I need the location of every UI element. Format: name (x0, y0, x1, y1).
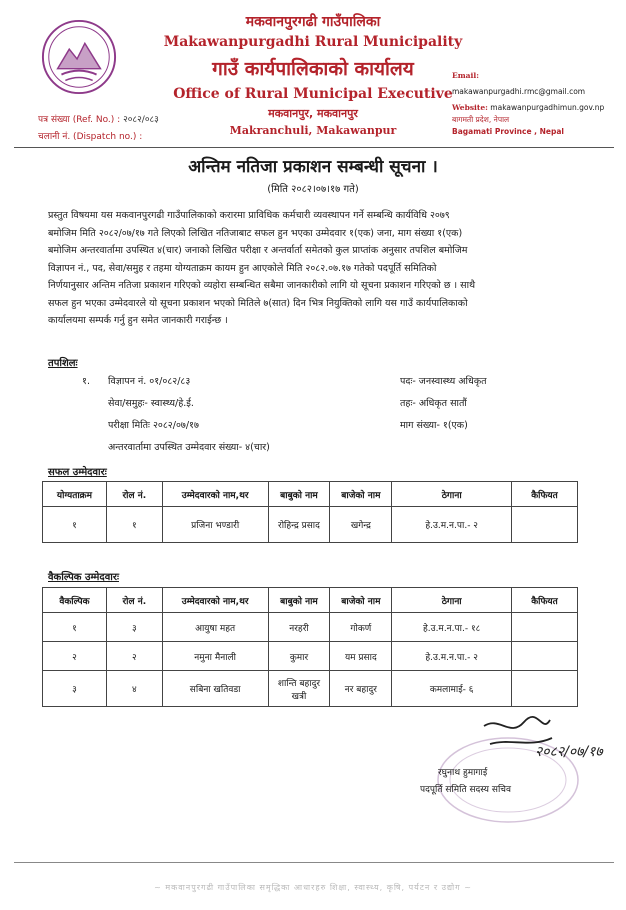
website-label: Website: (452, 103, 488, 112)
column-header: उम्मेदवारको नाम,थर (162, 588, 268, 613)
notice-title: अन्तिम नतिजा प्रकाशन सम्बन्धी सूचना । (188, 157, 438, 177)
table-cell: यम प्रसाद (330, 642, 392, 671)
table-cell: नमुना मैनाली (162, 642, 268, 671)
reference-block (38, 112, 159, 146)
table-cell: २ (106, 642, 162, 671)
exam-date: परीक्षा मितिः २०८२/०७/१७ (108, 420, 199, 431)
table-cell: रोहिन्द्र प्रसाद (268, 507, 330, 543)
column-header: बाबुको नाम (268, 482, 330, 507)
table-cell (512, 613, 578, 642)
table-cell: ३ (43, 671, 107, 707)
signatory-title: पदपूर्ति समिति सदस्य सचिव (420, 785, 512, 795)
province-en: Bagamati Province , Nepal (452, 127, 564, 136)
table-cell: कमलामाई- ६ (392, 671, 512, 707)
body-line: सफल हुन भएका उम्मेदवारले यो सूचना प्रकाशन भएको मितिले ७(सात) दिन भित्र नियुक्तिको लागि यस गाउँ कार्यपालिकाको (48, 297, 468, 309)
table-row (43, 613, 578, 642)
table-cell: प्रजिना भण्डारी (162, 507, 268, 543)
successful-heading: सफल उम्मेदवारः (48, 467, 107, 478)
table-cell: हे.उ.म.न.पा.- २ (392, 507, 512, 543)
footer-divider (14, 862, 614, 863)
table-cell (512, 671, 578, 707)
location-en: Makranchuli, Makawanpur (229, 124, 397, 137)
table-cell (512, 642, 578, 671)
body-line: प्रस्तुत विषयमा यस मकवानपुरगढी गाउँपालिकाको करारमा प्राविधिक कर्मचारी व्यवस्थापन गर्ने सम्बन्धि कार्यविधि २०७९ (48, 210, 450, 221)
notice-date: (मिति २०८२।०७।१७ गते) (267, 184, 359, 195)
body-line: कार्यालयमा सम्पर्क गर्नु हुन समेत जानकारी गराईन्छ । (48, 315, 228, 326)
table-row (43, 507, 578, 543)
body-line: बमोजिम मिति २०८२/०७/१७ गते लिएको लिखित नतिजाबाट सफल हुन भएका उम्मेदवार १(एक) जना, माग संख्या १(एक) (48, 227, 463, 239)
ref-value: २०८२/०८३ (123, 115, 159, 125)
column-header: बाबुको नाम (268, 588, 330, 613)
service-group: सेवा/समुहः- स्वास्थ्य/हे.ई. (108, 398, 194, 409)
contact-block (452, 70, 622, 138)
table-cell: १ (43, 613, 107, 642)
column-header: रोल नं. (106, 482, 162, 507)
details-heading: तपशिलः (48, 358, 78, 369)
signatory-name: रघुनाथ हुमागाई (438, 768, 488, 778)
table-row (43, 671, 578, 707)
table-cell: १ (43, 507, 107, 543)
column-header: उम्मेदवारको नाम,थर (162, 482, 268, 507)
office-name-en: Office of Rural Municipal Executive (173, 86, 453, 102)
table-cell: गोकर्ण (330, 613, 392, 642)
location-np: मकवानपुर, मकवानपुर (268, 107, 358, 120)
notice-body (48, 207, 586, 330)
demand-count: माग संख्या- १(एक) (400, 420, 468, 431)
table-cell: नरहरी (268, 613, 330, 642)
body-line: निर्णयानुसार अन्तिम नतिजा प्रकाशन गरिएको व्यहोरा सम्बन्धित सबैमा जानकारीको लागि यो सूचना प्रकाशन गरिएको छ । साथै (48, 280, 476, 291)
table-cell: २ (43, 642, 107, 671)
province-np: बागमती प्रदेश, नेपाल (452, 115, 510, 124)
item-number: १. (82, 376, 90, 387)
column-header: ठेगाना (392, 482, 512, 507)
table-row (43, 642, 578, 671)
body-line: बमोजिम अन्तरवार्तामा उपस्थित ४(चार) जनाको लिखित परीक्षा र अन्तर्वार्ता समेतको कुल प्राप्तांक अनुसार तपशिल बमोजिम (48, 245, 468, 256)
table-cell: ३ (106, 613, 162, 642)
table-cell: हे.उ.म.न.पा.- १८ (392, 613, 512, 642)
column-header: ठेगाना (392, 588, 512, 613)
office-name-np: गाउँ कार्यपालिकाको कार्यालय (212, 58, 414, 80)
interview-count: अन्तरवार्तामा उपस्थित उम्मेदवार संख्या- ४(चार) (108, 442, 270, 453)
municipality-name-en: Makawanpurgadhi Rural Municipality (163, 34, 463, 50)
ref-label: पत्र संख्या (Ref. No.) : (38, 115, 121, 125)
column-header: रोल नं. (106, 588, 162, 613)
column-header: कैफियत (512, 482, 578, 507)
municipality-name-np: मकवानपुरगढी गाउँपालिका (245, 14, 381, 30)
alternate-heading: वैकल्पिक उम्मेदवारः (48, 572, 119, 583)
email-label: Email: (452, 71, 479, 80)
table-cell: नर बहादुर (330, 671, 392, 707)
column-header: वैकल्पिक (43, 588, 107, 613)
table-cell: आयुषा महत (162, 613, 268, 642)
level-name: तहः- अधिकृत सातौं (400, 398, 467, 409)
post-name: पदः- जनस्वास्थ्य अधिकृत (400, 376, 487, 387)
table-cell: सबिना खतिवडा (162, 671, 268, 707)
header-divider (14, 147, 614, 148)
dispatch-label: चलानी नं. (Dispatch no.) : (38, 132, 143, 142)
table-cell: १ (106, 507, 162, 543)
table-cell: ४ (106, 671, 162, 707)
column-header: कैफियत (512, 588, 578, 613)
body-line: विज्ञापन नं., पद, सेवा/समुह र तहमा योग्यताक्रम कायम हुन आएकोले मिति २०८२.०७.१७ गतेको पदपूर्ति समितिको (48, 262, 437, 274)
table-cell: कुमार (268, 642, 330, 671)
column-header: योग्यताक्रम (43, 482, 107, 507)
ad-number: विज्ञापन नं. ०१/०८२/८३ (108, 376, 191, 387)
table-cell: खगेन्द्र (330, 507, 392, 543)
footer-motto: ~ मकवानपुरगढी गाउँपालिका समृद्धिका आधारहरु शिक्षा, स्वास्थ्य, कृषि, पर्यटन र उद्योग ~ (154, 883, 472, 892)
table-cell: हे.उ.म.न.पा.- २ (392, 642, 512, 671)
alternate-table (42, 587, 578, 707)
column-header: बाजेको नाम (330, 588, 392, 613)
website-value: makawanpurgadhimun.gov.np (490, 103, 605, 112)
table-cell (512, 507, 578, 543)
email-value: makawanpurgadhi.rmc@gmail.com (452, 87, 586, 96)
successful-table (42, 481, 578, 543)
column-header: बाजेको नाम (330, 482, 392, 507)
table-cell: शान्ति बहादुर खत्री (268, 671, 330, 707)
signature-date: २०८२/०७/१७ (535, 744, 603, 760)
